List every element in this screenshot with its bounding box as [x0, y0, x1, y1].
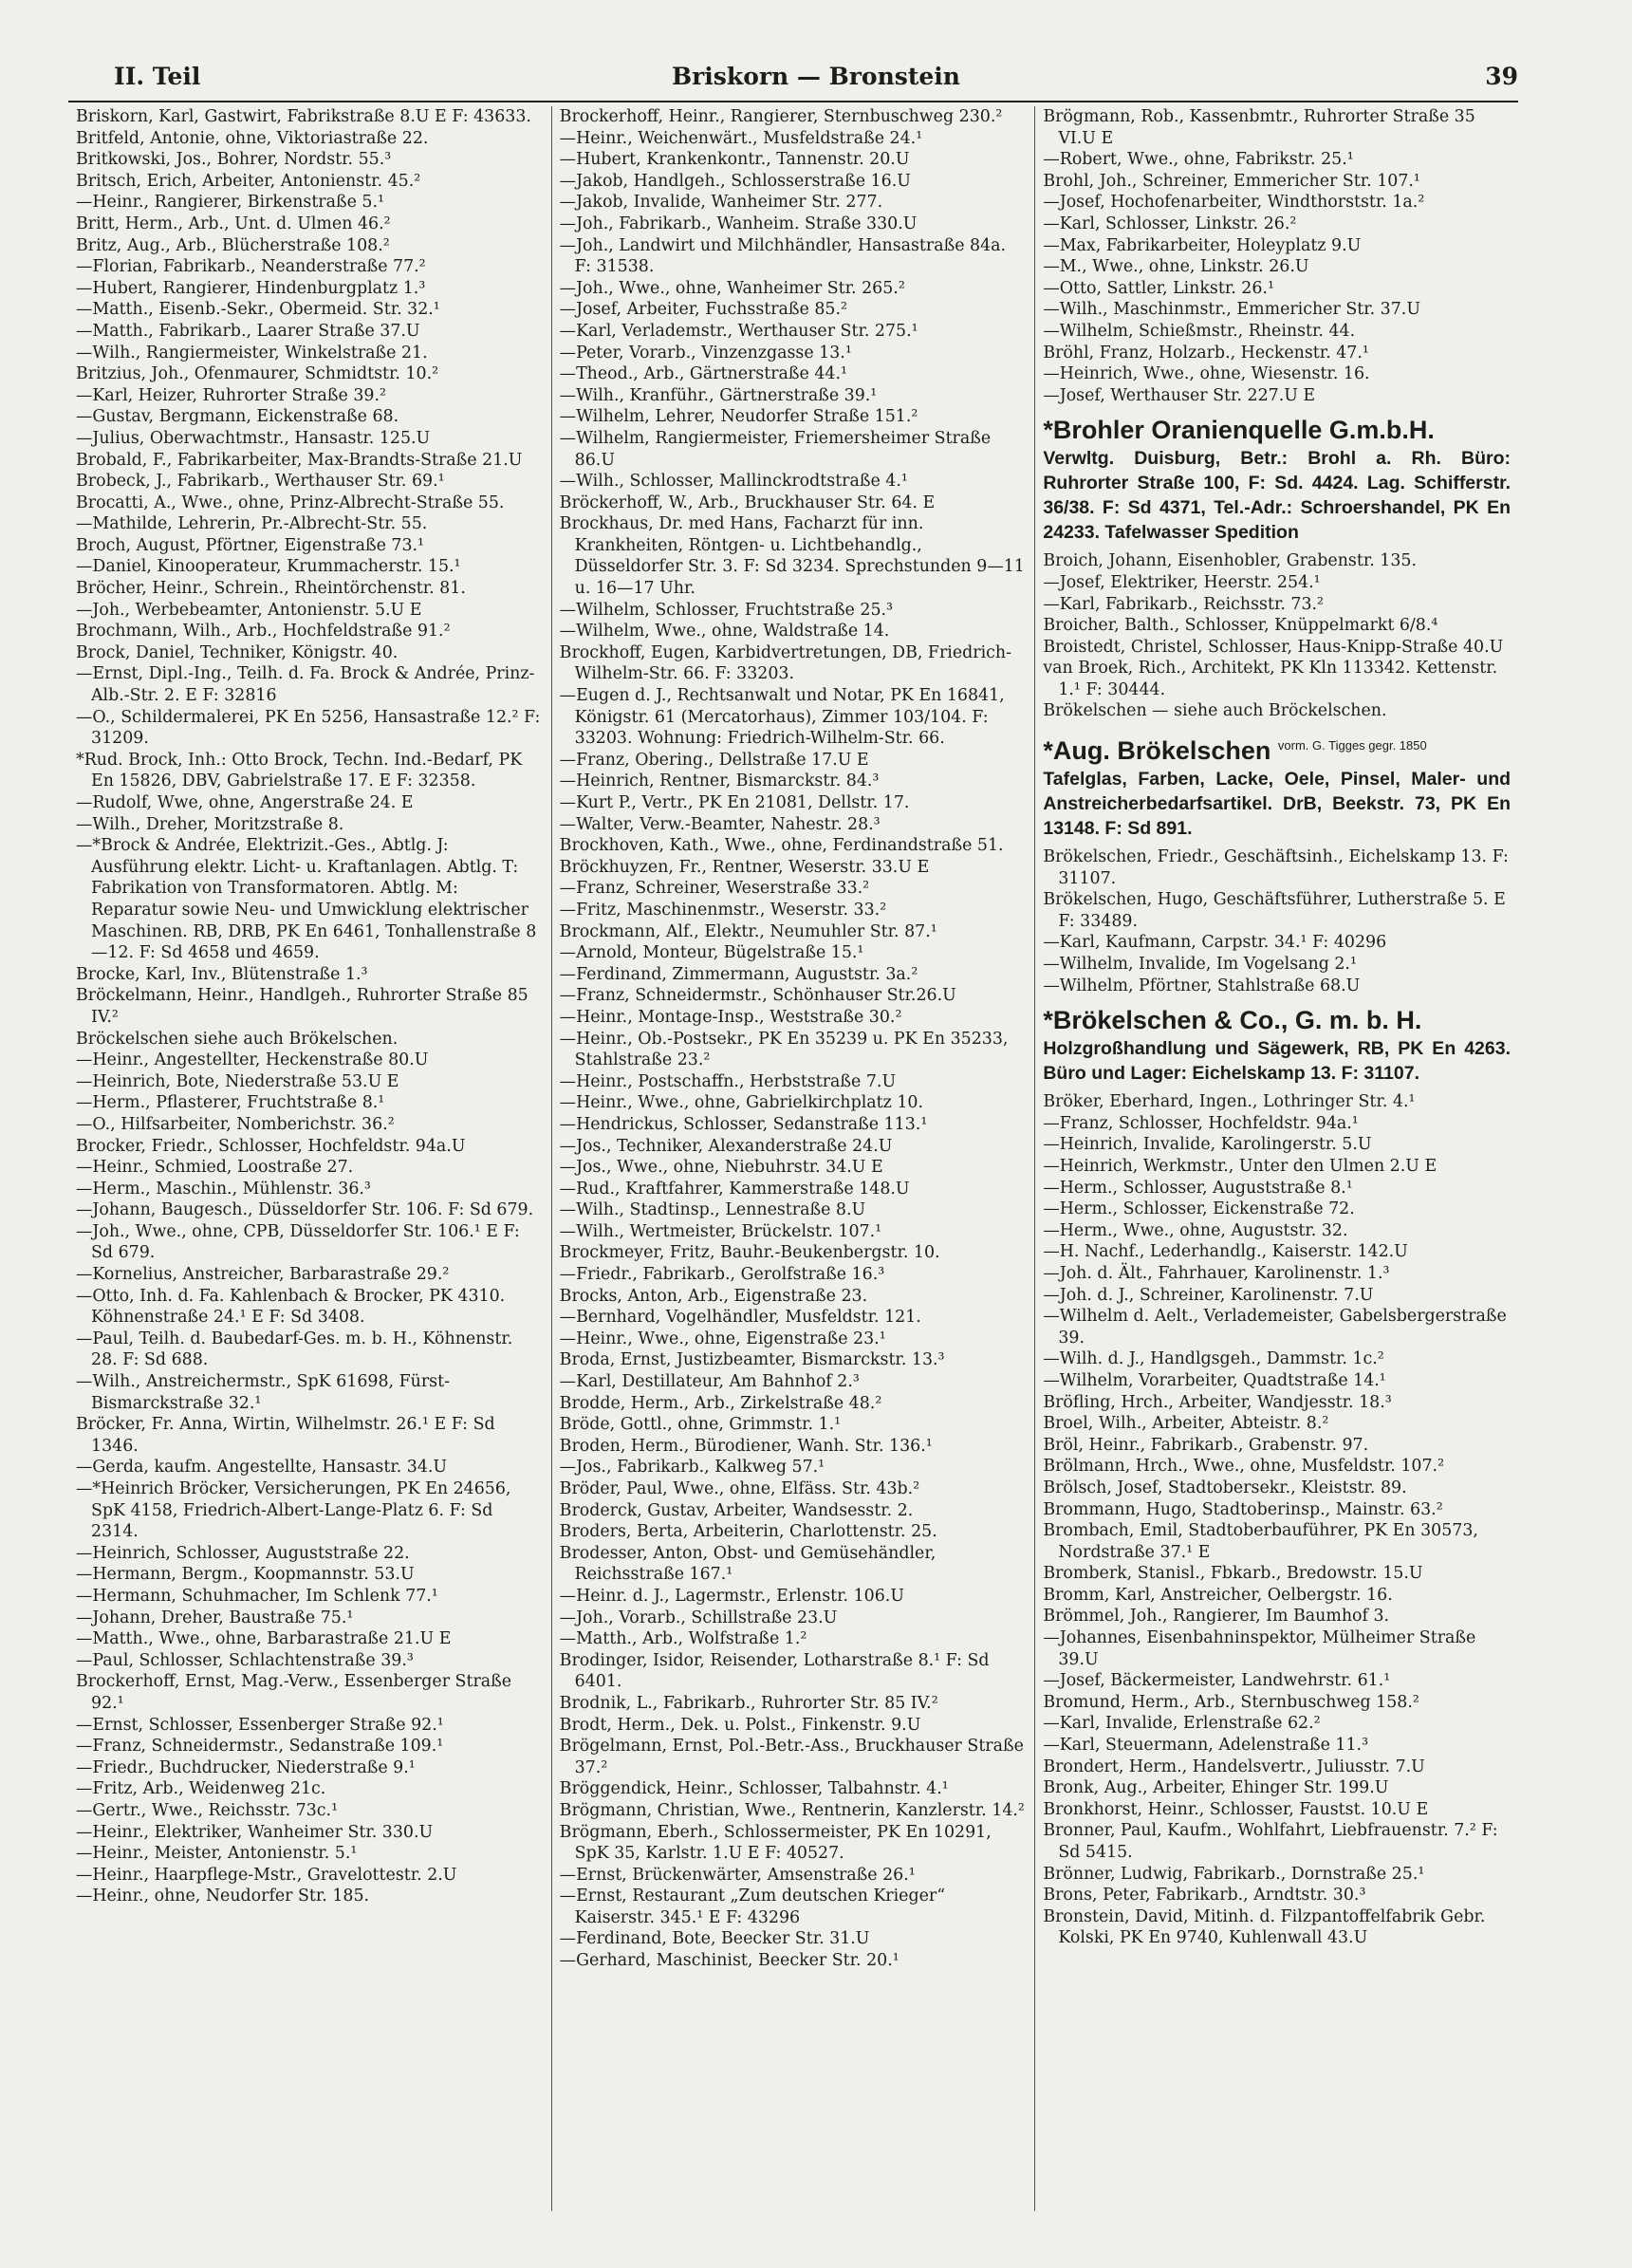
directory-entry: —Franz, Obering., Dellstraße 17.U E — [559, 750, 869, 770]
ad-title: *Brohler Oranienquelle G.m.b.H. — [1043, 416, 1435, 445]
directory-entry: Bröker, Eberhard, Ingen., Lothringer Str. 4.¹ — [1043, 1092, 1416, 1112]
directory-entry: Britz, Aug., Arb., Blücherstraße 108.² — [76, 235, 390, 255]
column-middle — [551, 106, 1035, 2211]
directory-entry: —Herm., Pflasterer, Fruchtstraße 8.¹ — [76, 1093, 385, 1113]
directory-entry: —Heinrich, Werkmstr., Unter den Ulmen 2.U E — [1043, 1157, 1437, 1176]
directory-entry: —Wilhelm, Invalide, Im Vogelsang 2.¹ — [1043, 955, 1357, 975]
directory-entry: —Hubert, Rangierer, Hindenburgplatz 1.³ — [76, 278, 426, 298]
directory-entry: Brökelschen, Hugo, Geschäftsführer, Lutherstraße 5. E F: 33489. — [1043, 890, 1506, 931]
directory-entry: —Hubert, Krankenkontr., Tannenstr. 20.U — [559, 150, 910, 170]
directory-entry: —*Heinrich Bröcker, Versicherungen, PK En 24656, SpK 4158, Friedrich-Albert-Lange-Platz 6. F: Sd 2314. — [76, 1479, 511, 1542]
directory-entry: —Josef, Hochofenarbeiter, Windthorststr. 1a.² — [1043, 193, 1425, 213]
directory-entry: —Otto, Sattler, Linkstr. 26.¹ — [1043, 278, 1274, 298]
directory-entry: Brockerhoff, Heinr., Rangierer, Sternbuschweg 230.² — [559, 107, 1003, 126]
directory-entry: Broch, August, Pförtner, Eigenstraße 73.¹ — [76, 535, 425, 555]
ad-title: *Brökelschen & Co., G. m. b. H. — [1043, 1006, 1422, 1035]
directory-entry: Brölsch, Josef, Stadtobersekr., Kleiststr. 89. — [1043, 1478, 1407, 1497]
directory-entry: —Wilhelm, Pförtner, Stahlstraße 68.U — [1043, 976, 1361, 995]
ad-body: Holzgroßhandlung und Sägewerk, RB, PK En 4263. Büro und Lager: Eichelskamp 13. F: 31107. — [1043, 1038, 1511, 1085]
directory-entry: Broich, Johann, Eisenhobler, Grabenstr. 135. — [1043, 551, 1418, 571]
directory-entry: —Heinr., Postschaffn., Herbststraße 7.U — [559, 1071, 897, 1091]
directory-entry: Bröckhuyzen, Fr., Rentner, Weserstr. 33.U E — [559, 857, 930, 877]
directory-entry: —Matth., Fabrikarb., Laarer Straße 37.U — [76, 321, 420, 341]
directory-entry: —Johann, Dreher, Baustraße 75.¹ — [76, 1608, 354, 1627]
directory-entry: —Heinrich, Rentner, Bismarckstr. 84.³ — [559, 771, 880, 791]
directory-entry: —Heinrich, Invalide, Karolingerstr. 5.U — [1043, 1135, 1372, 1155]
directory-entry: —Heinr. d. J., Lagermstr., Erlenstr. 106.U — [559, 1586, 904, 1606]
directory-entry: —Theod., Arb., Gärtnerstraße 44.¹ — [559, 364, 847, 384]
entry-group — [1043, 1091, 1511, 1949]
directory-entry: —Joh., Werbebeamter, Antonienstr. 5.U E — [76, 600, 422, 620]
directory-entry: —Gertr., Wwe., Reichsstr. 73c.¹ — [76, 1800, 339, 1820]
directory-entry: —Heinr., Haarpflege-Mstr., Gravelottestr. 2.U — [76, 1865, 457, 1885]
directory-entry: —Matth., Wwe., ohne, Barbarastraße 21.U E — [76, 1629, 452, 1649]
directory-entry: Bröder, Paul, Wwe., ohne, Elfäss. Str. 43b.² — [559, 1479, 920, 1498]
directory-entry: Brommann, Hugo, Stadtoberinsp., Mainstr. 63.² — [1043, 1499, 1443, 1519]
directory-entry: Bronk, Aug., Arbeiter, Ehinger Str. 199.U — [1043, 1778, 1389, 1798]
directory-entry: Brögmann, Eberh., Schlossermeister, PK En 10291, SpK 35, Karlstr. 1.U E F: 40527. — [559, 1822, 992, 1864]
directory-entry: —Hermann, Bergm., Koopmannstr. 53.U — [76, 1565, 415, 1585]
directory-entry: —Herm., Schlosser, Eickenstraße 72. — [1043, 1199, 1355, 1219]
directory-entry: —Herm., Wwe., ohne, Auguststr. 32. — [1043, 1220, 1348, 1240]
directory-entry: Brombach, Emil, Stadtoberbauführer, PK En 30573, Nordstraße 37.¹ E — [1043, 1521, 1478, 1562]
directory-entry: —Karl, Kaufmann, Carpstr. 34.¹ F: 40296 — [1043, 933, 1387, 953]
directory-entry: —Robert, Wwe., ohne, Fabrikstr. 25.¹ — [1043, 150, 1354, 170]
directory-entry: Bröcher, Heinr., Schrein., Rheintörchenstr. 81. — [76, 579, 466, 599]
directory-entry: Bröckerhoff, W., Arb., Bruckhauser Str. 64. E — [559, 493, 936, 512]
directory-entry: —Joh. d. Ält., Fahrhauer, Karolinenstr. 1.³ — [1043, 1263, 1390, 1283]
directory-entry: Britt, Herm., Arb., Unt. d. Ulmen 46.² — [76, 214, 391, 233]
ad-title — [1043, 730, 1511, 767]
directory-entry: —Karl, Heizer, Ruhrorter Straße 39.² — [76, 385, 386, 405]
directory-entry: Bröggendick, Heinr., Schlosser, Talbahnstr. 4.¹ — [559, 1779, 949, 1799]
directory-entry: Britzius, Joh., Ofenmaurer, Schmidtstr. 10.² — [76, 364, 439, 384]
directory-entry: —Heinrich, Bote, Niederstraße 53.U E — [76, 1071, 399, 1091]
directory-entry: —Wilh., Wertmeister, Brückelstr. 107.¹ — [559, 1221, 882, 1241]
directory-entry: Brökelschen — siehe auch Bröckelschen. — [1043, 701, 1387, 721]
entry-group — [1043, 550, 1511, 722]
directory-entry: —Bernhard, Vogelhändler, Musfeldstr. 121. — [559, 1308, 921, 1328]
directory-entry: —Heinr., Weichenwärt., Musfeldstraße 24.¹ — [559, 128, 923, 148]
directory-entry: —Ernst, Dipl.-Ing., Teilh. d. Fa. Brock & Andrée, Prinz- Alb.-Str. 2. E F: 32816 — [76, 664, 535, 706]
directory-entry: Brocke, Karl, Inv., Blütenstraße 1.³ — [76, 964, 368, 984]
directory-entry: Broda, Ernst, Justizbeamter, Bismarckstr. 13.³ — [559, 1350, 945, 1370]
directory-entry: —Wilhelm, Lehrer, Neudorfer Straße 151.² — [559, 407, 918, 427]
directory-entry: Briskorn, Karl, Gastwirt, Fabrikstraße 8.U E F: 43633. — [76, 107, 531, 126]
directory-entry: Brodinger, Isidor, Reisender, Lotharstraße 8.¹ F: Sd 6401. — [559, 1650, 990, 1692]
directory-entry: Brögelmann, Ernst, Pol.-Betr.-Ass., Bruckhauser Straße 37.² — [559, 1737, 1024, 1777]
directory-entry: —Wilhelm, Vorarbeiter, Quadtstraße 14.¹ — [1043, 1370, 1386, 1390]
directory-entry: —Wilh., Dreher, Moritzstraße 8. — [76, 814, 344, 834]
directory-entry: —Wilh., Rangiermeister, Winkelstraße 21. — [76, 343, 428, 363]
directory-entry: Brockerhoff, Ernst, Mag.-Verw., Essenberger Straße 92.¹ — [76, 1672, 512, 1713]
directory-entry: Bröde, Gottl., ohne, Grimmstr. 1.¹ — [559, 1415, 842, 1435]
directory-entry: Bröhl, Franz, Holzarb., Heckenstr. 47.¹ — [1043, 343, 1369, 363]
directory-entry: —Eugen d. J., Rechtsanwalt und Notar, PK En 16841, Königstr. 61 (Mercatorhaus), Zimmer 103/104. F: 33203. Wohnung: Friedrich-Wilhelm-Str. 66. — [559, 686, 1005, 749]
name-range: Briskorn — Bronstein — [672, 63, 960, 90]
directory-entry: —Gerda, kaufm. Angestellte, Hansastr. 34.U — [76, 1458, 448, 1478]
directory-entry: Brömmel, Joh., Rangierer, Im Baumhof 3. — [1043, 1607, 1390, 1627]
directory-entry: —Joh., Wwe., ohne, Wanheimer Str. 265.² — [559, 278, 905, 298]
directory-entry: —Heinr., Angestellter, Heckenstraße 80.U — [76, 1050, 429, 1070]
directory-entry: —Wilhelm, Wwe., ohne, Waldstraße 14. — [559, 622, 890, 641]
directory-entry: —Wilhelm d. Aelt., Verlademeister, Gabelsbergerstraße 39. — [1043, 1307, 1507, 1348]
directory-entry: Bröckelschen siehe auch Brökelschen. — [76, 1029, 399, 1049]
directory-entry: —Ferdinand, Zimmermann, Auguststr. 3a.² — [559, 964, 918, 984]
directory-entry: —Julius, Oberwachtmstr., Hansastr. 125.U — [76, 428, 431, 448]
ad-title-text: *Aug. Brökelschen — [1043, 736, 1271, 766]
directory-entry: Brocatti, A., Wwe., ohne, Prinz-Albrecht-Straße 55. — [76, 493, 505, 512]
directory-entry: —Jos., Fabrikarb., Kalkweg 57.¹ — [559, 1458, 825, 1478]
directory-entry: Bromm, Karl, Anstreicher, Oelbergstr. 16. — [1043, 1585, 1393, 1605]
page-number: 39 — [1485, 63, 1518, 90]
directory-entry: Brodt, Herm., Dek. u. Polst., Finkenstr. 9.U — [559, 1715, 921, 1735]
directory-entry: Brölmann, Hrch., Wwe., ohne, Musfeldstr. 107.² — [1043, 1457, 1445, 1477]
directory-entry: Bröcker, Fr. Anna, Wirtin, Wilhelmstr. 26.¹ E F: Sd 1346. — [76, 1415, 495, 1456]
directory-entry: Brons, Peter, Fabrikarb., Arndtstr. 30.³ — [1043, 1886, 1366, 1905]
directory-entry: —Max, Fabrikarbeiter, Holeyplatz 9.U — [1043, 235, 1362, 255]
directory-entry: —Ferdinand, Bote, Beecker Str. 31.U — [559, 1929, 870, 1949]
directory-entry: —Franz, Schneidermstr., Schönhauser Str.26.U — [559, 986, 956, 1006]
directory-entry: —Heinr., Ob.-Postsekr., PK En 35239 u. PK En 35233, Stahlstraße 23.² — [559, 1029, 1009, 1070]
directory-entry: —Wilh., Schlosser, Mallinckrodtstraße 4.¹ — [559, 472, 908, 492]
directory-entry: —Karl, Schlosser, Linkstr. 26.² — [1043, 214, 1297, 233]
directory-entry: —Matth., Eisenb.-Sekr., Obermeid. Str. 32.¹ — [76, 300, 440, 320]
header-rule — [68, 101, 1518, 102]
directory-entry: —Kurt P., Vertr., PK En 21081, Dellstr. 17. — [559, 793, 910, 812]
directory-entry: —Wilhelm, Rangiermeister, Friemersheimer Straße 86.U — [559, 428, 992, 470]
directory-entry: —*Brock & Andrée, Elektrizit.-Ges., Abtlg. J: Ausführung elektr. Licht- u. Kraftanlagen. Abtlg. T: Fabrikation von Transformatoren. Abtlg. M: Reparatur sowie Neu- und Umwicklung elektrischer Maschinen. RB, DRB, PK En 6461, Tonhallenstraße 8—12. F: Sd 4658 und 4659. — [76, 836, 537, 963]
directory-entry: —Karl, Fabrikarb., Reichsstr. 73.² — [1043, 594, 1325, 614]
running-head — [114, 63, 1518, 101]
directory-entry: —Karl, Destillateur, Am Bahnhof 2.³ — [559, 1372, 860, 1392]
directory-entry: Brobald, F., Fabrikarbeiter, Max-Brandts-Straße 21.U — [76, 450, 523, 470]
directory-entry: Brocker, Friedr., Schlosser, Hochfeldstr. 94a.U — [76, 1136, 466, 1156]
directory-entry: —Jakob, Invalide, Wanheimer Str. 277. — [559, 193, 883, 213]
directory-entry: Brobeck, J., Fabrikarb., Werthauser Str. 69.¹ — [76, 472, 445, 492]
directory-entry: Brondert, Herm., Handelsvertr., Juliusstr. 7.U — [1043, 1757, 1425, 1776]
entry-group — [1043, 846, 1511, 996]
directory-entry: —M., Wwe., ohne, Linkstr. 26.U — [1043, 257, 1309, 277]
directory-entry: —Wilh., Stadtinsp., Lennestraße 8.U — [559, 1200, 866, 1220]
directory-entry: Brögmann, Christian, Wwe., Rentnerin, Kanzlerstr. 14.² — [559, 1800, 1025, 1820]
directory-entry: —Ernst, Restaurant „Zum deutschen Krieger“ Kaiserstr. 345.¹ E F: 43296 — [559, 1887, 946, 1927]
directory-entry: —Wilh., Anstreichermstr., SpK 61698, Fürst-Bismarckstraße 32.¹ — [76, 1372, 450, 1413]
directory-entry: —Heinr., Wwe., ohne, Eigenstraße 23.¹ — [559, 1329, 886, 1348]
directory-entry: Brockhoff, Eugen, Karbidvertretungen, DB, Friedrich-Wilhelm-Str. 66. F: 33203. — [559, 642, 1011, 684]
directory-entry: van Broek, Rich., Architekt, PK Kln 113342. Kettenstr. 1.¹ F: 30444. — [1043, 659, 1498, 699]
directory-entry: Bröl, Heinr., Fabrikarb., Grabenstr. 97. — [1043, 1435, 1369, 1455]
directory-entry: —Matth., Arb., Wolfstraße 1.² — [559, 1629, 807, 1649]
directory-entry: —Joh., Wwe., ohne, CPB, Düsseldorfer Str. 106.¹ E F: Sd 679. — [76, 1221, 520, 1263]
directory-entry: —Florian, Fabrikarb., Neanderstraße 77.² — [76, 257, 426, 277]
directory-entry: —Gustav, Bergmann, Eickenstraße 68. — [76, 407, 399, 427]
directory-entry: Brökelschen, Friedr., Geschäftsinh., Eichelskamp 13. F: 31107. — [1043, 847, 1509, 888]
directory-entry: Brönner, Ludwig, Fabrikarb., Dornstraße 25.¹ — [1043, 1864, 1425, 1884]
directory-entry: —Wilhelm, Schlosser, Fruchtstraße 25.³ — [559, 600, 894, 620]
directory-entry: —Wilh., Kranführ., Gärtnerstraße 39.¹ — [559, 385, 878, 405]
directory-entry: —Herm., Maschin., Mühlenstr. 36.³ — [76, 1179, 371, 1199]
directory-entry: —Franz, Schlosser, Hochfeldstr. 94a.¹ — [1043, 1113, 1359, 1133]
directory-entry: —Heinr., Rangierer, Birkenstraße 5.¹ — [76, 193, 384, 213]
directory-entry: —Wilhelm, Schießmstr., Rheinstr. 44. — [1043, 321, 1356, 341]
directory-entry: Britsch, Erich, Arbeiter, Antonienstr. 45.² — [76, 171, 421, 191]
directory-entry: Brögmann, Rob., Kassenbmtr., Ruhrorter Straße 35 VI.U E — [1043, 107, 1475, 148]
directory-entry: —Herm., Schlosser, Auguststraße 8.¹ — [1043, 1178, 1353, 1198]
ad-body: Verwltg. Duisburg, Betr.: Brohl a. Rh. Büro: Ruhrorter Straße 100, F: Sd. 4424. Lag. Schifferstr. 36/38. F: Sd 4371, Tel.-Adr.: Schroershandel, PK En 24233. Tafelwasser Spedition — [1043, 448, 1511, 544]
directory-entry: —Arnold, Monteur, Bügelstraße 15.¹ — [559, 943, 864, 963]
directory-entry: —Johann, Baugesch., Düsseldorfer Str. 106. F: Sd 679. — [76, 1200, 534, 1220]
directory-entry: —Franz, Schreiner, Weserstraße 33.² — [559, 879, 870, 899]
directory-entry: —Jos., Techniker, Alexanderstraße 24.U — [559, 1136, 893, 1156]
directory-entry: Brodnik, L., Fabrikarb., Ruhrorter Str. 85 IV.² — [559, 1693, 938, 1713]
directory-entry: —Josef, Bäckermeister, Landwehrstr. 61.¹ — [1043, 1671, 1391, 1691]
directory-entry: —Karl, Steuermann, Adelenstraße 11.³ — [1043, 1736, 1369, 1756]
directory-entry: —Jakob, Handlgeh., Schlosserstraße 16.U — [559, 171, 911, 191]
ad-title-note: vorm. G. Tigges gegr. 1850 — [1277, 738, 1427, 753]
directory-entry: —Kornelius, Anstreicher, Barbarastraße 29.² — [76, 1265, 450, 1285]
directory-entry: —Gerhard, Maschinist, Beecker Str. 20.¹ — [559, 1951, 899, 1971]
directory-entry: —Fritz, Maschinenmstr., Weserstr. 33.² — [559, 900, 887, 920]
directory-entry: Brodesser, Anton, Obst- und Gemüsehändler, Reichsstraße 167.¹ — [559, 1543, 937, 1585]
directory-entry: —Walter, Verw.-Beamter, Nahestr. 28.³ — [559, 814, 881, 834]
ad-body: Tafelglas, Farben, Lacke, Oele, Pinsel, Maler- und Anstreicherbedarfsartikel. DrB, Beekstr. 73, PK En 13148. F: Sd 891. — [1043, 769, 1511, 840]
directory-entry: —Wilh., Maschinmstr., Emmericher Str. 37.U — [1043, 300, 1420, 320]
directory-entry: —Mathilde, Lehrerin, Pr.-Albrecht-Str. 55. — [76, 514, 428, 534]
directory-entry: Brodde, Herm., Arb., Zirkelstraße 48.² — [559, 1393, 882, 1413]
columns — [68, 106, 1518, 2211]
directory-entry: Brockhaus, Dr. med Hans, Facharzt für inn. Krankheiten, Röntgen- u. Lichtbehandlg., Düsseldorfer Str. 3. F: Sd 3234. Sprechstunden 9—11 u. 16—17 Uhr. — [559, 514, 1025, 599]
directory-entry: Britkowski, Jos., Bohrer, Nordstr. 55.³ — [76, 150, 392, 170]
directory-entry: —O., Hilfsarbeiter, Nomberichstr. 36.² — [76, 1114, 395, 1134]
directory-entry: Bröckelmann, Heinr., Handlgeh., Ruhrorter Straße 85 IV.² — [76, 986, 529, 1027]
directory-entry: —Heinr., Montage-Insp., Weststraße 30.² — [559, 1007, 902, 1027]
directory-entry: Broderck, Gustav, Arbeiter, Wandsesstr. 2. — [559, 1500, 914, 1520]
advertisement-brokelschen-aug — [1043, 730, 1511, 841]
column-left — [68, 106, 551, 2211]
directory-entry: —Daniel, Kinooperateur, Krummacherstr. 15.¹ — [76, 557, 461, 577]
directory-entry: Brockmeyer, Fritz, Bauhr.-Beukenbergstr. 10. — [559, 1243, 940, 1263]
directory-entry: —Rud., Kraftfahrer, Kammerstraße 148.U — [559, 1179, 910, 1199]
directory-entry: —Joh., Vorarb., Schillstraße 23.U — [559, 1608, 838, 1627]
column-right — [1034, 106, 1518, 2211]
directory-entry: Bronkhorst, Heinr., Schlosser, Faustst. 10.U E — [1043, 1799, 1429, 1819]
directory-entry: —Heinr., ohne, Neudorfer Str. 185. — [76, 1887, 370, 1906]
directory-entry: —Heinrich, Schlosser, Auguststraße 22. — [76, 1543, 410, 1563]
directory-entry: —Josef, Arbeiter, Fuchsstraße 85.² — [559, 300, 847, 320]
directory-entry: Broel, Wilh., Arbeiter, Abteistr. 8.² — [1043, 1414, 1329, 1434]
directory-entry: Broicher, Balth., Schlosser, Knüppelmarkt 6/8.⁴ — [1043, 616, 1438, 636]
directory-entry: —H. Nachf., Lederhandlg., Kaiserstr. 142.U — [1043, 1242, 1408, 1262]
advertisement-brokelschen-co — [1043, 1004, 1511, 1086]
directory-entry: —Heinr., Meister, Antonienstr. 5.¹ — [76, 1844, 358, 1864]
advertisement-brohler — [1043, 414, 1511, 545]
directory-entry: Bromund, Herm., Arb., Sternbuschweg 158.² — [1043, 1692, 1419, 1712]
directory-entry: Brock, Daniel, Techniker, Königstr. 40. — [76, 642, 399, 662]
directory-entry: Bromberk, Stanisl., Fbkarb., Bredowstr. 15.U — [1043, 1564, 1423, 1584]
directory-entry: Brockmann, Alf., Elektr., Neumuhler Str. 87.¹ — [559, 921, 937, 941]
directory-entry: Britfeld, Antonie, ohne, Viktoriastraße 22. — [76, 128, 429, 148]
directory-entry: —Joh., Landwirt und Milchhändler, Hansastraße 84a. F: 31538. — [559, 235, 1007, 277]
directory-entry: —Paul, Schlosser, Schlachtenstraße 39.³ — [76, 1650, 414, 1670]
directory-entry: —Friedr., Buchdrucker, Niederstraße 9.¹ — [76, 1757, 416, 1777]
directory-entry: —Heinr., Wwe., ohne, Gabrielkirchplatz 10. — [559, 1093, 923, 1113]
directory-entry: —Hendrickus, Schlosser, Sedanstraße 113.¹ — [559, 1114, 928, 1134]
directory-entry: —Otto, Inh. d. Fa. Kahlenbach & Brocker, PK 4310. Köhnenstraße 24.¹ E F: Sd 3408. — [76, 1286, 506, 1328]
directory-entry: Brochmann, Wilh., Arb., Hochfeldstraße 91.² — [76, 622, 451, 641]
directory-entry: —Johannes, Eisenbahninspektor, Mülheimer Straße 39.U — [1043, 1628, 1476, 1669]
directory-entry: —Ernst, Schlosser, Essenberger Straße 92.¹ — [76, 1715, 444, 1735]
directory-entry: —Josef, Werthauser Str. 227.U E — [1043, 385, 1316, 405]
directory-entry: —Heinr., Elektriker, Wanheimer Str. 330.U — [76, 1822, 434, 1842]
directory-entry: —Karl, Invalide, Erlenstraße 62.² — [1043, 1714, 1321, 1734]
directory-entry: —Heinrich, Wwe., ohne, Wiesenstr. 16. — [1043, 364, 1370, 384]
directory-entry: *Rud. Brock, Inh.: Otto Brock, Techn. Ind.-Bedarf, PK En 15826, DBV, Gabrielstraße 17. E F: 32358. — [76, 750, 523, 791]
directory-entry: —O., Schildermalerei, PK En 5256, Hansastraße 12.² F: 31209. — [76, 707, 541, 749]
directory-entry: —Paul, Teilh. d. Baubedarf-Ges. m. b. H., Köhnenstr. 28. F: Sd 688. — [76, 1329, 513, 1370]
directory-entry: Broistedt, Christel, Schlosser, Haus-Knipp-Straße 40.U — [1043, 637, 1504, 657]
directory-entry: —Josef, Elektriker, Heerstr. 254.¹ — [1043, 572, 1321, 592]
directory-entry: Brocks, Anton, Arb., Eigenstraße 23. — [559, 1286, 868, 1306]
directory-entry: —Fritz, Arb., Weidenweg 21c. — [76, 1779, 326, 1799]
directory-entry: Broden, Herm., Bürodiener, Wanh. Str. 136.¹ — [559, 1436, 933, 1456]
directory-entry: —Hermann, Schuhmacher, Im Schlenk 77.¹ — [76, 1586, 438, 1606]
directory-entry: Bronstein, David, Mitinh. d. Filzpantoffelfabrik Gebr. Kolski, PK En 9740, Kuhlenwall 43.U — [1043, 1906, 1486, 1948]
directory-entry: —Franz, Schneidermstr., Sedanstraße 109.¹ — [76, 1737, 444, 1757]
directory-entry: —Friedr., Fabrikarb., Gerolfstraße 16.³ — [559, 1265, 885, 1285]
directory-entry: —Jos., Wwe., ohne, Niebuhrstr. 34.U E — [559, 1158, 883, 1178]
part-label: II. Teil — [114, 63, 201, 90]
directory-entry: —Karl, Verlademstr., Werthauser Str. 275.¹ — [559, 321, 918, 341]
directory-entry: —Wilh. d. J., Handlgsgeh., Dammstr. 1c.² — [1043, 1349, 1384, 1369]
directory-entry: —Joh., Fabrikarb., Wanheim. Straße 330.U — [559, 214, 918, 233]
directory-entry: Brohl, Joh., Schreiner, Emmericher Str. 107.¹ — [1043, 171, 1420, 191]
directory-entry: —Ernst, Brückenwärter, Amsenstraße 26.¹ — [559, 1865, 916, 1885]
directory-entry: Brockhoven, Kath., Wwe., ohne, Ferdinandstraße 51. — [559, 836, 1004, 856]
directory-entry: Bröfling, Hrch., Arbeiter, Wandjesstr. 18.³ — [1043, 1392, 1392, 1412]
directory-entry: —Rudolf, Wwe, ohne, Angerstraße 24. E — [76, 793, 414, 812]
entry-group — [1043, 106, 1511, 406]
directory-entry: —Joh. d. J., Schreiner, Karolinenstr. 7.U — [1043, 1285, 1374, 1305]
directory-entry: —Heinr., Schmied, Loostraße 27. — [76, 1158, 354, 1178]
directory-entry: Broders, Berta, Arbeiterin, Charlottenstr. 25. — [559, 1522, 937, 1542]
directory-entry: Bronner, Paul, Kaufm., Wohlfahrt, Liebfrauenstr. 7.² F: Sd 5415. — [1043, 1821, 1498, 1862]
directory-entry: —Peter, Vorarb., Vinzenzgasse 13.¹ — [559, 343, 852, 363]
